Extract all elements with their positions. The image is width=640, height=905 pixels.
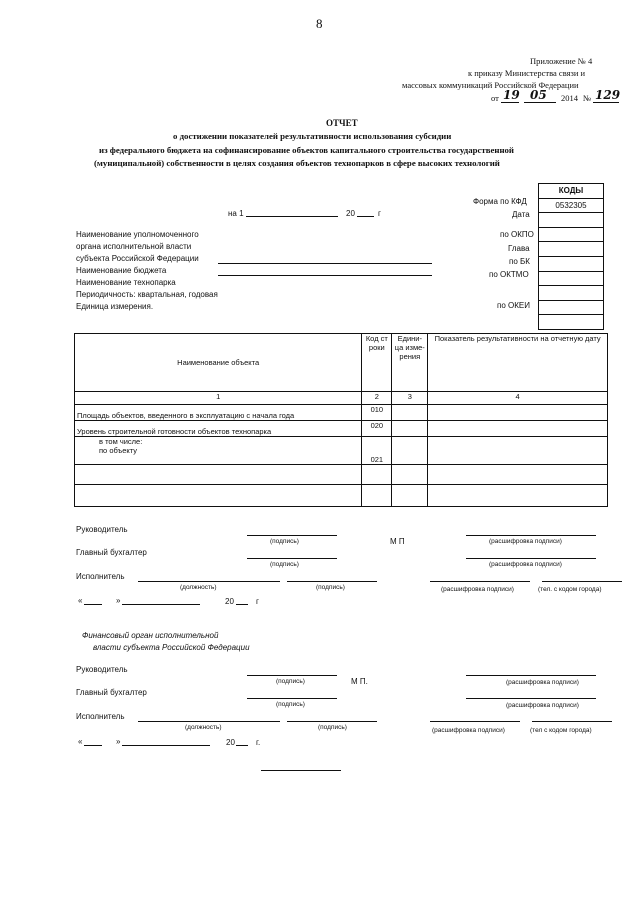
fin-organ-line-1: Финансовый орган исполнительной xyxy=(82,631,219,640)
sig2-accountant-name-caption: (расшифровка подписи) xyxy=(506,702,579,709)
sig2-head: Руководитель xyxy=(76,665,128,674)
sig1-executor-phone-line[interactable] xyxy=(542,581,622,582)
appendix-date-day: 19 xyxy=(503,88,520,102)
code-kfd: 0532305 xyxy=(539,199,603,214)
sig2-executor-phone-line[interactable] xyxy=(532,721,612,722)
field-technopark: Наименование технопарка xyxy=(76,278,176,287)
sig2-executor-name-caption: (расшифровка подписи) xyxy=(432,727,505,734)
sig2-mp: М П. xyxy=(351,677,368,686)
sig2-quote-close: » xyxy=(116,737,121,746)
empty-row-name[interactable] xyxy=(75,465,362,485)
label-okpo: по ОКПО xyxy=(500,230,534,239)
sig1-head-name-line[interactable] xyxy=(466,535,596,536)
empty-row-value[interactable] xyxy=(428,465,608,485)
codes-box xyxy=(538,183,604,330)
title-line-1: о достижении показателей результативности использования субсидии xyxy=(173,131,452,141)
sig2-executor-position-line[interactable] xyxy=(138,721,280,722)
row-020-code: 020 xyxy=(362,421,392,437)
sig2-quote-open: « xyxy=(78,737,83,746)
empty-row-2-value[interactable] xyxy=(428,485,608,507)
sig2-executor: Исполнитель xyxy=(76,712,125,721)
sig1-accountant-sign-line[interactable] xyxy=(247,558,337,559)
label-oktmo: по ОКТМО xyxy=(489,270,529,279)
sig1-accountant-name-caption: (расшифровка подписи) xyxy=(489,561,562,568)
page-number: 8 xyxy=(316,16,323,31)
sig2-year: 20 xyxy=(226,738,235,747)
header-indicator: Показатель результативности на отчетную дату xyxy=(428,334,608,392)
row-010-code: 010 xyxy=(362,405,392,421)
sig2-head-sign-caption: (подпись) xyxy=(276,678,305,685)
sig1-month-line[interactable] xyxy=(122,604,200,605)
sig2-year-line[interactable] xyxy=(236,745,248,746)
row-021-name-line-2: по объекту xyxy=(99,446,138,455)
code-date[interactable] xyxy=(539,213,603,228)
appendix-date-month: 05 xyxy=(530,88,547,102)
label-okei: по ОКЕИ xyxy=(497,301,530,310)
empty-row-unit[interactable] xyxy=(392,465,428,485)
row-021-value[interactable] xyxy=(428,437,608,465)
code-bk[interactable] xyxy=(539,257,603,272)
sig1-executor-sign-line[interactable] xyxy=(287,581,377,582)
row-021-code: 021 xyxy=(362,437,392,465)
code-okpo[interactable] xyxy=(539,228,603,243)
sig2-executor-sign-caption: (подпись) xyxy=(318,724,347,731)
closing-line xyxy=(261,770,341,771)
sig1-quote-close: » xyxy=(116,596,121,605)
sig2-accountant: Главный бухгалтер xyxy=(76,688,147,697)
sig1-executor-position-line[interactable] xyxy=(138,581,280,582)
sig2-accountant-sign-line[interactable] xyxy=(247,698,337,699)
sig1-head-name-caption: (расшифровка подписи) xyxy=(489,538,562,545)
row-020-unit[interactable] xyxy=(392,421,428,437)
code-oktmo[interactable] xyxy=(539,272,603,287)
label-glava: Глава xyxy=(508,244,530,253)
indicator-table xyxy=(74,333,608,507)
col-number-4: 4 xyxy=(428,392,608,405)
field-authority-2: органа исполнительной власти xyxy=(76,242,192,251)
header-name: Наименование объекта xyxy=(75,334,362,392)
sig1-head-sign-caption: (подпись) xyxy=(270,538,299,545)
sig1-executor: Исполнитель xyxy=(76,572,125,581)
appendix-date-year: 2014 xyxy=(561,93,578,103)
sig1-year: 20 xyxy=(225,597,234,606)
col-number-2: 2 xyxy=(362,392,392,405)
title-line-3: (муниципальной) собственности в целях создания объектов технопарков в сфере высоких технологий xyxy=(94,158,500,168)
field-periodicity: Периодичность: квартальная, годовая xyxy=(76,290,218,299)
code-okei[interactable] xyxy=(539,315,603,329)
row-010-name: Площадь объектов, введенного в эксплуатацию с начала года xyxy=(75,405,362,421)
sig2-head-name-line[interactable] xyxy=(466,675,596,676)
fin-organ-line-2: власти субъекта Российской Федерации xyxy=(93,643,250,652)
col-number-3: 3 xyxy=(392,392,428,405)
label-kfd: Форма по КФД xyxy=(473,197,527,206)
codes-header: КОДЫ xyxy=(539,184,603,199)
row-010-value[interactable] xyxy=(428,405,608,421)
row-021-unit[interactable] xyxy=(392,437,428,465)
sig2-executor-position-caption: (должность) xyxy=(185,724,222,731)
appendix-date-prefix: от xyxy=(491,93,499,103)
sig1-executor-name-caption: (расшифровка подписи) xyxy=(441,586,514,593)
date-day-month-line[interactable] xyxy=(246,216,338,217)
appendix-number: 129 xyxy=(595,88,621,102)
empty-row-2-unit[interactable] xyxy=(392,485,428,507)
report-title: ОТЧЕТ xyxy=(326,118,358,128)
sig2-accountant-name-line[interactable] xyxy=(466,698,596,699)
empty-row-2-code[interactable] xyxy=(362,485,392,507)
col-number-1: 1 xyxy=(75,392,362,405)
sig2-executor-sign-line[interactable] xyxy=(287,721,377,722)
label-date: Дата xyxy=(512,210,530,219)
field-unit: Единица измерения. xyxy=(76,302,154,311)
sig2-head-name-caption: (расшифровка подписи) xyxy=(506,679,579,686)
appendix-number-prefix: № xyxy=(583,93,592,103)
appendix-line-1: Приложение № 4 xyxy=(530,56,593,66)
field-budget: Наименование бюджета xyxy=(76,266,167,275)
sig2-head-sign-line[interactable] xyxy=(247,675,337,676)
sig1-executor-phone-caption: (тел. с кодом города) xyxy=(538,586,602,593)
sig2-executor-phone-caption: (тел с кодом города) xyxy=(530,727,592,734)
sig1-executor-sign-caption: (подпись) xyxy=(316,584,345,591)
sig1-quote-open: « xyxy=(78,596,83,605)
row-020-value[interactable] xyxy=(428,421,608,437)
sig1-g: г xyxy=(256,597,259,606)
sig1-accountant-name-line[interactable] xyxy=(466,558,596,559)
budget-line[interactable] xyxy=(218,275,432,276)
sig1-day-line[interactable] xyxy=(84,604,102,605)
sig2-month-line[interactable] xyxy=(122,745,210,746)
date-year-line[interactable] xyxy=(357,216,374,217)
sig1-executor-name-line[interactable] xyxy=(430,581,530,582)
row-010-unit[interactable] xyxy=(392,405,428,421)
date-na: на 1 xyxy=(228,209,244,218)
field-authority-3: субъекта Российской Федерации xyxy=(76,254,199,263)
title-line-2: из федерального бюджета на софинансирование объектов капитального строительства государственной xyxy=(99,145,514,155)
appendix-line-2: к приказу Министерства связи и xyxy=(468,68,586,78)
sig2-accountant-sign-caption: (подпись) xyxy=(276,701,305,708)
date-year-prefix: 20 xyxy=(346,209,355,218)
field-authority-1: Наименование уполномоченного xyxy=(76,230,199,239)
row-020-name: Уровень строительной готовности объектов технопарка xyxy=(75,421,362,437)
date-g: г xyxy=(378,209,381,218)
sig1-head-sign-line[interactable] xyxy=(247,535,337,536)
sig2-g: г. xyxy=(256,738,261,747)
sig1-year-line[interactable] xyxy=(236,604,248,605)
row-021-name xyxy=(75,437,362,465)
empty-row-2-name[interactable] xyxy=(75,485,362,507)
sig1-accountant: Главный бухгалтер xyxy=(76,548,147,557)
code-blank-2[interactable] xyxy=(539,301,603,316)
row-021-name-line-1: в том числе: xyxy=(99,437,143,446)
header-unit: Едини-ца изме-рения xyxy=(392,334,428,392)
header-code: Код строки xyxy=(362,334,392,392)
sig2-day-line[interactable] xyxy=(84,745,102,746)
empty-row-code[interactable] xyxy=(362,465,392,485)
sig1-executor-position-caption: (должность) xyxy=(180,584,217,591)
label-bk: по БК xyxy=(509,257,530,266)
authority-line[interactable] xyxy=(218,263,432,264)
sig2-executor-name-line[interactable] xyxy=(430,721,520,722)
sig1-accountant-sign-caption: (подпись) xyxy=(270,561,299,568)
sig1-mp: М П xyxy=(390,537,405,546)
code-blank-1[interactable] xyxy=(539,286,603,301)
code-glava[interactable] xyxy=(539,242,603,257)
appendix-line-3: массовых коммуникаций Российской Федерации xyxy=(402,80,579,90)
sig1-head: Руководитель xyxy=(76,525,128,534)
